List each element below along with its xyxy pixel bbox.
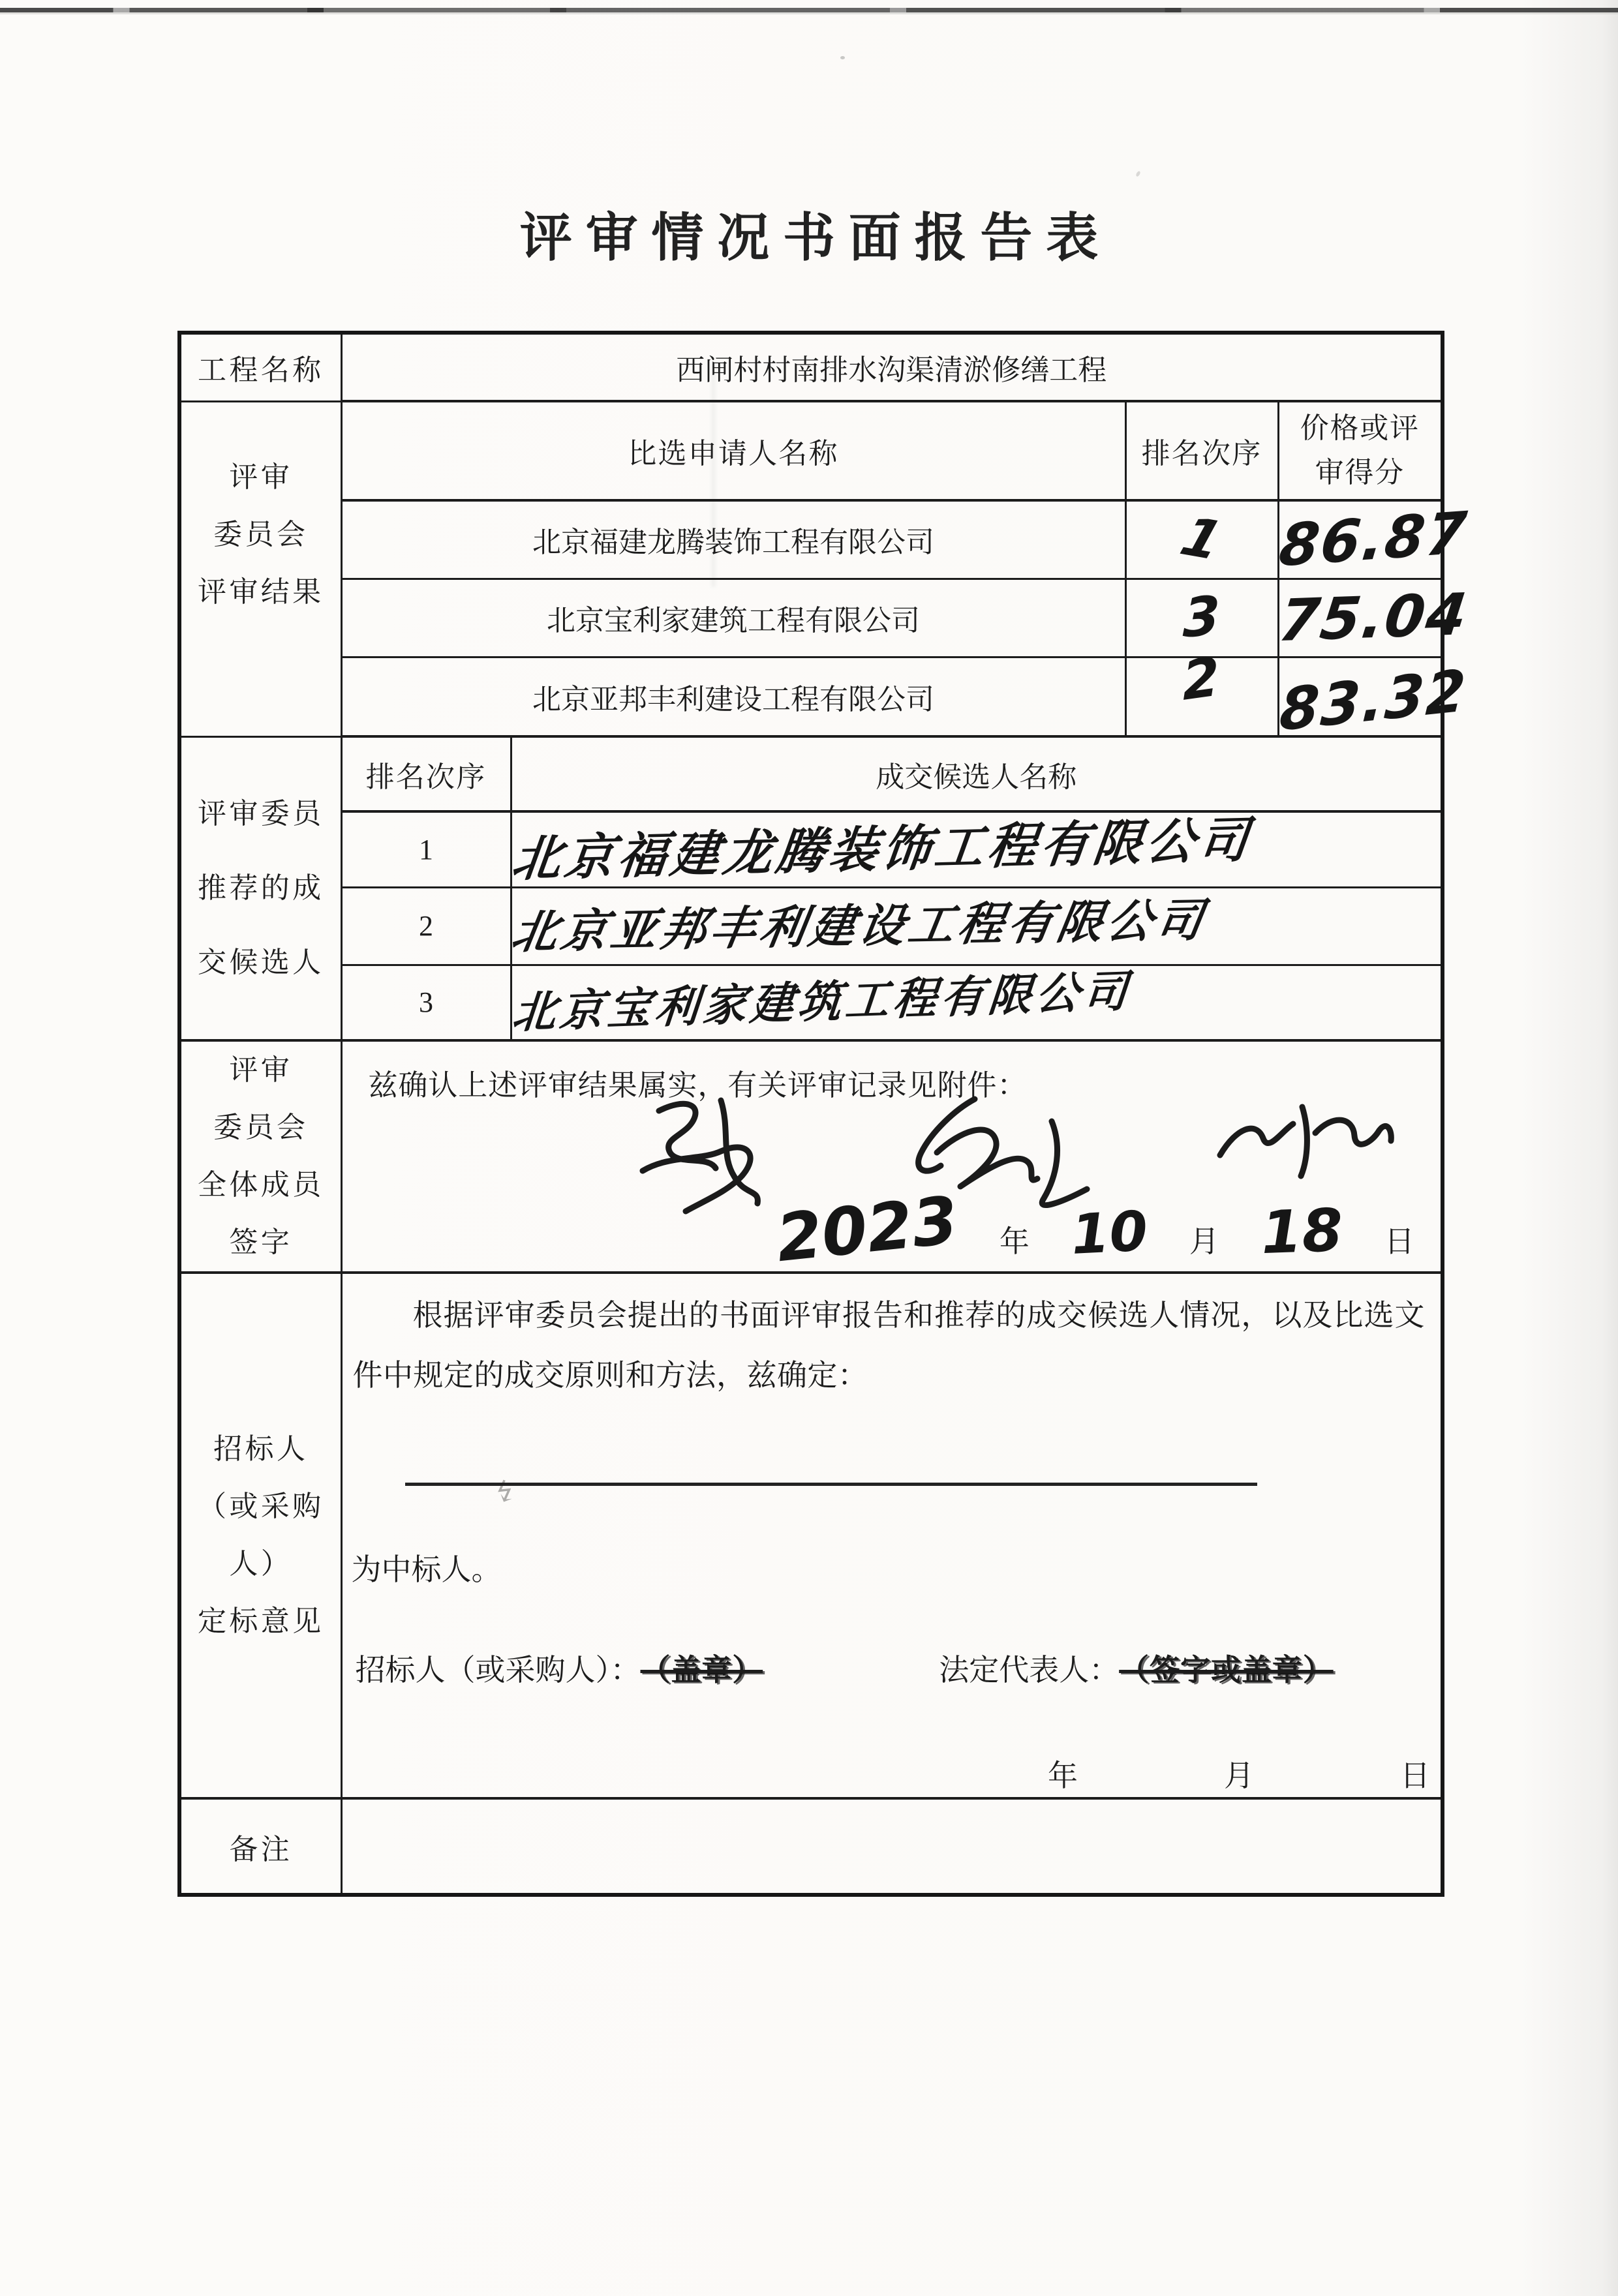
candidate-rank-header: 排名次序 [341,736,511,811]
applicant-score-handwritten: 86.87 [1275,498,1471,580]
month-label: 月 [1189,1225,1219,1258]
applicant-row [179,657,1442,736]
year-value-handwritten: 2023 [772,1181,962,1277]
table-row [179,401,1442,500]
committee-signature-label: 评审 委员会 全体成员 签字 [179,1040,341,1273]
handwritten-signature-3 [1206,1093,1401,1190]
day-value-handwritten: 18 [1259,1196,1344,1268]
project-name-label: 工程名称 [179,333,341,401]
candidate-name-handwritten: 北京宝利家建筑工程有限公司 [511,965,1442,1040]
evaluation-report-table [177,331,1472,1897]
remarks-label: 备注 [179,1798,341,1895]
table-row [179,736,1442,811]
confirmation-text: 兹确认上述评审结果属实，有关评审记录见附件： [368,1069,1028,1102]
table-row [179,1273,1442,1798]
scan-speck [840,56,845,59]
winner-blank-line [405,1483,1257,1486]
page-title: 评审情况书面报告表 [519,210,1112,267]
candidate-name-handwritten: 北京亚邦丰利建设工程有限公司 [511,887,1442,965]
month-value-handwritten: 10 [1069,1199,1150,1267]
rank-header: 排名次序 [1125,401,1278,500]
candidate-row [179,887,1442,965]
scan-speck [1135,170,1141,177]
candidate-row [179,811,1442,887]
decision-date-row [343,1752,1431,1795]
applicant-name-header: 比选申请人名称 [341,401,1125,500]
applicant-rank-handwritten: 2 [1125,657,1278,736]
legal-rep-seal-placeholder: （签字或盖章） [1119,1654,1334,1687]
candidate-rank: 1 [341,811,511,887]
year-label: 年 [1048,1759,1078,1792]
candidate-name-header: 成交候选人名称 [511,736,1442,811]
winner-suffix-text: 为中标人。 [351,1553,502,1586]
applicant-score-handwritten: 83.32 [1277,656,1469,744]
handwritten-signature-1 [623,1093,819,1213]
applicant-rank-handwritten: 1 [1125,500,1278,579]
decision-area [341,1273,1442,1798]
evaluation-date-row [343,1181,1415,1277]
project-name-value: 西闸村村南排水沟渠清淤修缮工程 [341,333,1442,401]
applicant-score-handwritten: 75.04 [1278,579,1442,657]
remarks-value [341,1798,1442,1895]
candidate-rank: 3 [341,965,511,1040]
signatures-row [623,1093,1402,1203]
table-row [179,1040,1442,1273]
applicant-name: 北京宝利家建筑工程有限公司 [341,579,1125,657]
applicant-row [179,500,1442,579]
table-row [179,1798,1442,1895]
review-committee-result-label: 评审 委员会 评审结果 [179,401,341,736]
candidate-row [179,965,1442,1040]
table-row [179,333,1442,401]
applicant-row [179,579,1442,657]
year-label: 年 [999,1225,1030,1258]
legal-rep-label: 法定代表人： [939,1654,1120,1687]
recommended-candidates-label: 评审委员 推荐的成 交候选人 [179,736,341,1040]
signature-area [341,1040,1442,1277]
decision-paragraph: 根据评审委员会提出的书面评审报告和推荐的成交候选人情况，以及比选文件中规定的成交原则和方法，兹确定： [352,1299,1425,1392]
seal-signature-row [356,1646,1441,1689]
applicant-rank-handwritten: 3 [1125,579,1278,657]
score-header: 价格或评 审得分 [1278,401,1442,500]
bidder-seal-placeholder: （盖章） [640,1654,763,1687]
scanner-edge-artifact [0,8,1618,12]
candidate-name-handwritten: 北京福建龙腾装饰工程有限公司 [511,811,1442,887]
applicant-name: 北京福建龙腾装饰工程有限公司 [341,500,1125,579]
day-label: 日 [1384,1225,1414,1258]
scanner-edge-artifact-light [0,12,1618,14]
day-label: 日 [1400,1759,1430,1792]
stray-pen-mark: ↯ [489,1473,521,1511]
applicant-name: 北京亚邦丰利建设工程有限公司 [341,657,1125,736]
tenderer-decision-label: 招标人 （或采购 人） 定标意见 [179,1273,341,1798]
bidder-label: 招标人（或采购人）： [355,1654,641,1687]
candidate-rank: 2 [341,887,511,965]
month-label: 月 [1224,1759,1254,1792]
